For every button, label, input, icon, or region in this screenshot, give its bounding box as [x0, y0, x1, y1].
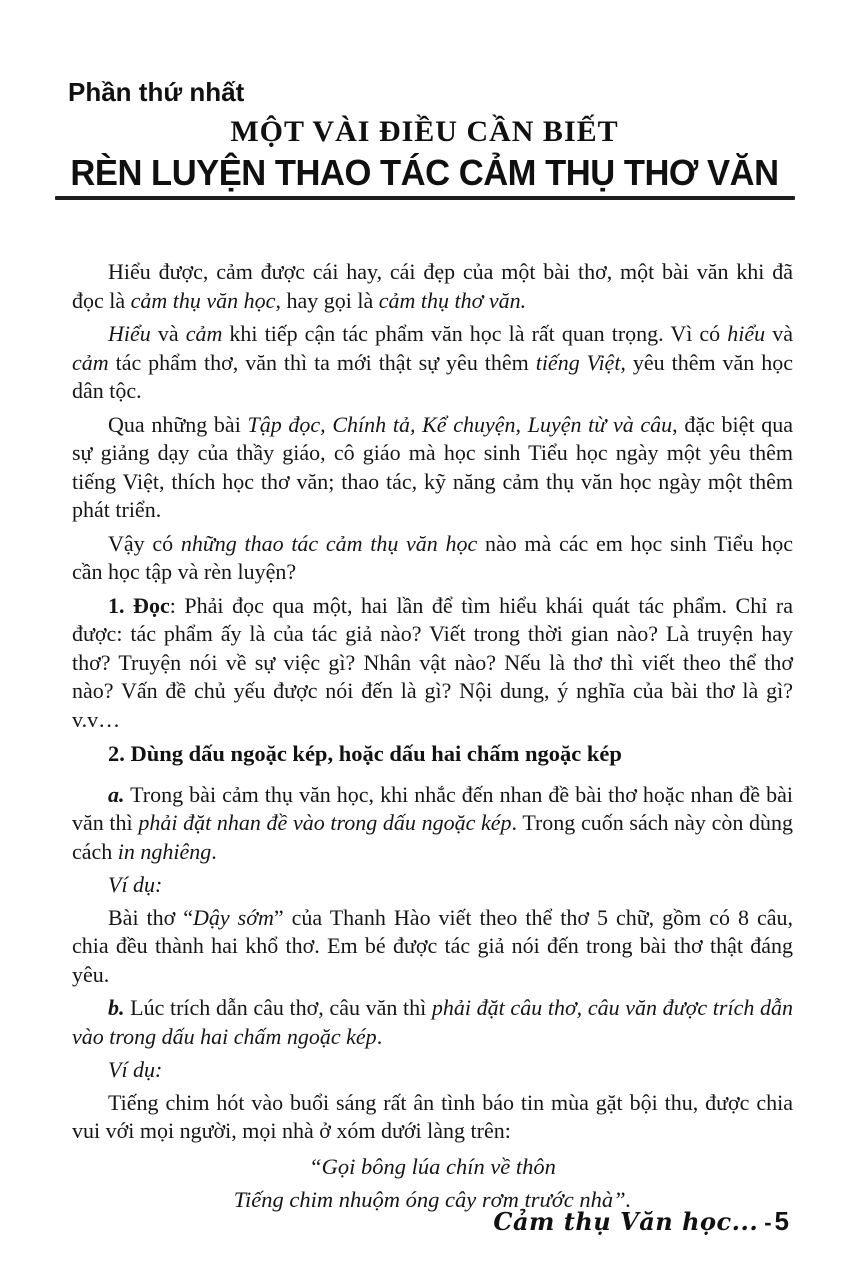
text-run: in nghiêng — [117, 838, 212, 864]
text-run: Vậy có — [108, 530, 181, 556]
text-run: Bài thơ “ — [108, 904, 194, 930]
text-run: 1. Đọc — [108, 592, 170, 618]
text-run: cảm thụ văn học, — [130, 287, 281, 313]
chapter-subtitle: RÈN LUYỆN THAO TÁC CẢM THỤ THƠ VĂN — [70, 152, 779, 193]
body-paragraph — [72, 411, 793, 525]
text-run: . — [211, 838, 217, 864]
text-run: “Gọi bông lúa chín về thôn — [309, 1153, 556, 1179]
page-footer — [493, 1206, 789, 1237]
body-paragraph — [72, 994, 793, 1051]
text-run: Tiếng chim nhuộm óng cây rơm trước nhà”. — [233, 1186, 632, 1212]
section-heading — [72, 740, 793, 769]
footer-book-title: Cảm thụ Văn học... — [493, 1207, 759, 1236]
text-run: ” của Thanh Hào viết theo thể thơ 5 chữ, gồm có 8 câu, chia đều thành hai khổ thơ. Em bé được tác giả nói đến trong bài thơ thật đáng yêu. — [72, 904, 793, 987]
text-run: nào mà các em học sinh Tiểu học cần học tập và rèn luyện? — [72, 530, 793, 584]
example-label — [72, 1056, 793, 1085]
poem-line — [72, 1151, 793, 1182]
text-run: Trong bài cảm thụ văn học, khi nhắc đến nhan đề bài thơ hoặc nhan đề bài văn thì — [72, 781, 793, 835]
text-run: phải đặt câu thơ, câu văn được trích dẫn vào trong dấu hai chấm ngoặc kép — [72, 995, 794, 1049]
body-paragraph — [72, 781, 793, 867]
text-run: Dậy sớm — [193, 904, 274, 930]
text-run: cảm — [72, 349, 109, 375]
text-run: Ví dụ: — [108, 872, 163, 897]
text-run: Hiểu — [108, 321, 151, 346]
footer-separator: - — [764, 1210, 772, 1235]
body-paragraph — [72, 904, 793, 990]
page-header — [0, 78, 849, 200]
text-run: . — [376, 1023, 383, 1049]
text-run: , đặc biệt qua sự giảng dạy của thầy giáo, cô giáo mà học sinh Tiểu học ngày một yêu thêm tiếng Việt, thích học thơ văn; thao tác, kỹ năng cảm thụ văn học ngày một thêm phát triển. — [72, 411, 793, 522]
body-paragraph — [72, 1089, 793, 1146]
text-run: Ví dụ: — [108, 1057, 163, 1082]
text-run: Qua những bài — [108, 411, 248, 437]
text-run: Tập đọc, Chính tả, Kể chuyện, Luyện từ và câu — [247, 411, 673, 437]
text-run: hiểu — [727, 321, 766, 346]
text-run: : Phải đọc qua một, hai lần để tìm hiểu khái quát tác phẩm. Chỉ ra được: tác phẩm ấy là của tác giả nào? Viết trong thời gian nào? Là truyện hay thơ? Truyện nói về sự việc gì? Nhân vật nào? Nếu là thơ thì viết theo thể thơ nào? Vấn đề chủ yếu được nói đến là gì? Nội dung, ý nghĩa của bài thơ là gì? v.v… — [72, 592, 793, 732]
text-run: yêu thêm văn học dân tộc. — [72, 349, 793, 403]
body-paragraph — [72, 320, 793, 406]
text-run: tác phẩm thơ, văn thì ta mới thật sự yêu thêm — [108, 349, 536, 375]
text-run: a. — [108, 781, 125, 807]
text-run: tiếng Việt, — [535, 349, 626, 375]
body-paragraph — [72, 258, 793, 315]
footer-page-number: 5 — [774, 1206, 789, 1236]
text-run: những thao tác cảm thụ văn học — [180, 530, 478, 556]
text-run: phải đặt nhan đề vào trong dấu ngoặc kép — [138, 810, 512, 835]
section-label: Phần thứ nhất — [68, 77, 245, 107]
text-run: hay gọi là — [280, 287, 379, 313]
text-run: . Trong cuốn sách này còn dùng cách — [72, 810, 794, 864]
text-run: và — [765, 321, 793, 346]
text-run: Hiểu được, cảm được cái hay, cái đẹp của một bài thơ, một bài văn khi đã đọc là — [72, 259, 793, 313]
text-run: b. — [108, 995, 125, 1020]
chapter-title: MỘT VÀI ĐIỀU CẦN BIẾT — [230, 115, 619, 148]
text-run: Tiếng chim hót vào buổi sáng rất ân tình báo tin mùa gặt bội thu, được chia vui với mọi người, mọi nhà ở xóm dưới làng trên: — [72, 1089, 793, 1143]
text-run: cảm — [185, 321, 223, 346]
text-run: cảm thụ thơ văn. — [378, 287, 527, 313]
title-rule — [55, 196, 795, 200]
page-body — [72, 258, 793, 1215]
example-label — [72, 871, 793, 900]
text-run: 2. Dùng dấu ngoặc kép, hoặc dấu hai chấm ngoặc kép — [108, 741, 622, 766]
text-run: khi tiếp cận tác phẩm văn học là rất quan trọng. Vì có — [222, 321, 728, 346]
text-run: Lúc trích dẫn câu thơ, câu văn thì — [124, 995, 432, 1020]
body-paragraph — [72, 530, 793, 587]
body-paragraph — [72, 592, 793, 735]
text-run: và — [150, 321, 186, 346]
